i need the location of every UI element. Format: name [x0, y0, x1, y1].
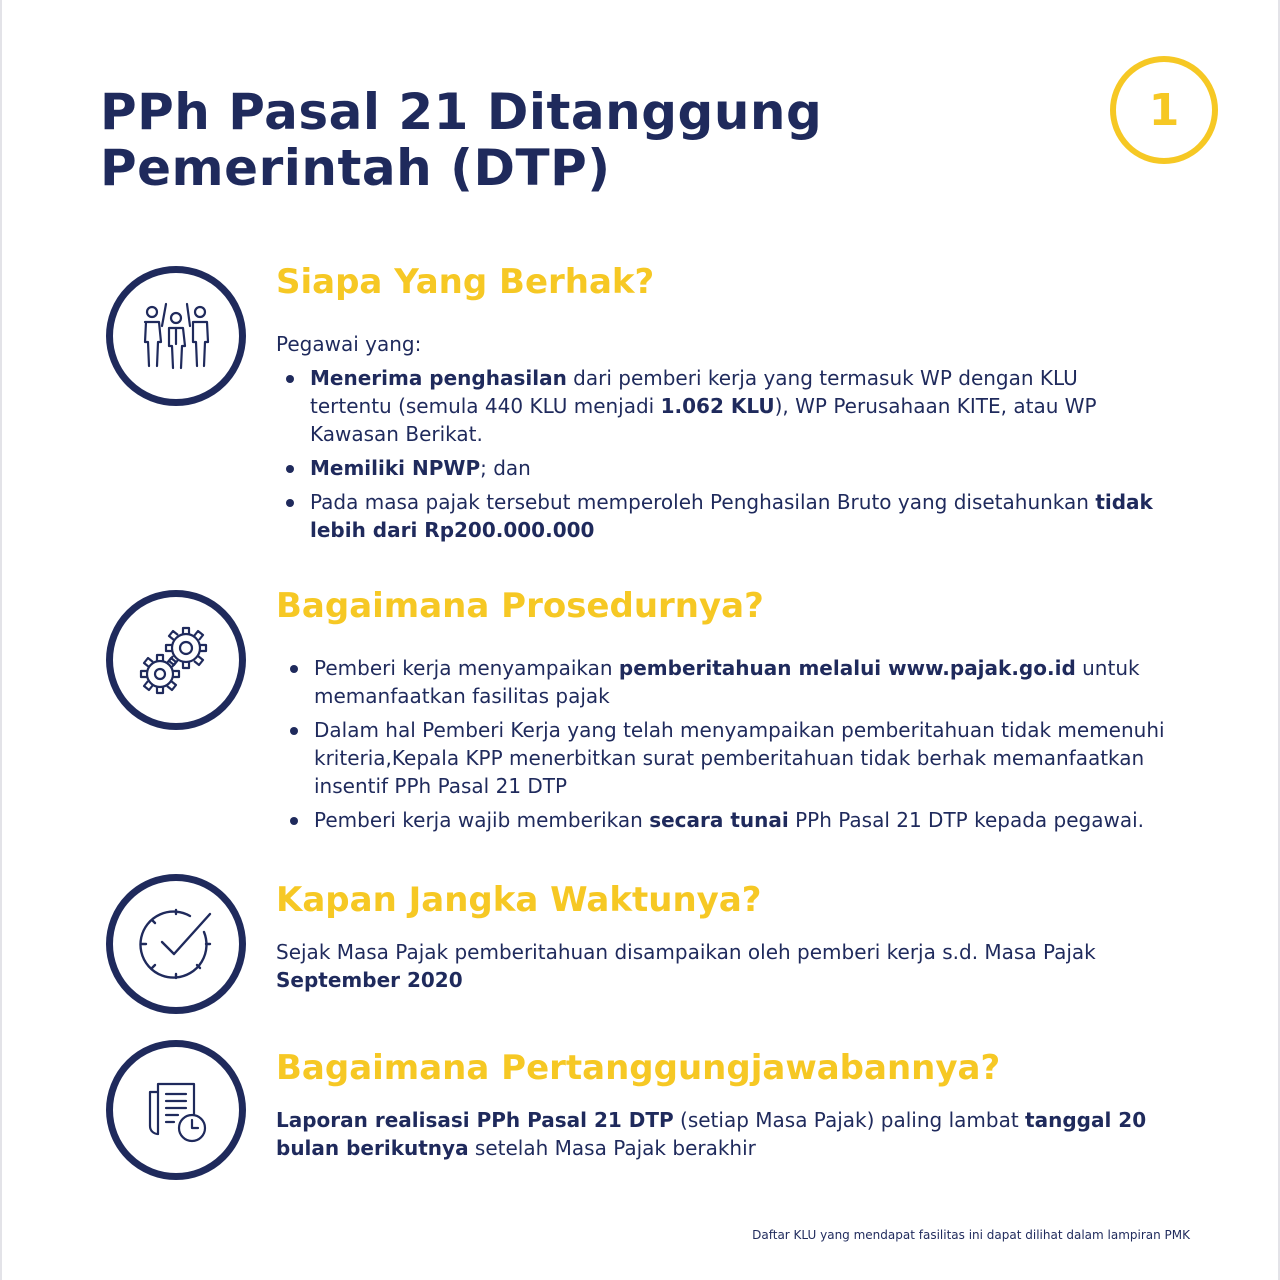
section-heading-who: Siapa Yang Berhak? — [276, 262, 655, 302]
page-title: PPh Pasal 21 Ditanggung Pemerintah (DTP) — [100, 83, 823, 197]
list-item: Pemberi kerja menyampaikan pemberitahuan melalui www.pajak.go.id untuk memanfaatkan fasilitas pajak — [290, 654, 1170, 710]
page-number-badge: 1 — [1110, 56, 1218, 164]
procedure-list — [290, 654, 1170, 840]
list-item: Pemberi kerja wajib memberikan secara tunai PPh Pasal 21 DTP kepada pegawai. — [290, 806, 1170, 834]
reporting-text: Laporan realisasi PPh Pasal 21 DTP (setiap Masa Pajak) paling lambat tanggal 20 bulan berikutnya setelah Masa Pajak berakhir — [276, 1108, 1147, 1160]
gears-icon — [106, 590, 246, 730]
section-heading-accountability: Bagaimana Pertanggungjawabannya? — [276, 1048, 1001, 1088]
footnote: Daftar KLU yang mendapat fasilitas ini dapat dilihat dalam lampiran PMK — [752, 1228, 1190, 1242]
period-text: Sejak Masa Pajak pemberitahuan disampaikan oleh pemberi kerja s.d. Masa Pajak September 2020 — [276, 940, 1096, 992]
section-heading-procedure: Bagaimana Prosedurnya? — [276, 586, 764, 626]
section-heading-when: Kapan Jangka Waktunya? — [276, 880, 762, 920]
list-item: Memiliki NPWP; dan — [286, 454, 1156, 482]
section-intro: Pegawai yang: — [276, 332, 422, 356]
list-item: Pada masa pajak tersebut memperoleh Penghasilan Bruto yang disetahunkan tidak lebih dari Rp200.000.000 — [286, 488, 1156, 544]
eligibility-list — [286, 364, 1156, 550]
list-item: Dalam hal Pemberi Kerja yang telah menyampaikan pemberitahuan tidak memenuhi kriteria,Kepala KPP menerbitkan surat pemberitahuan tidak berhak memanfaatkan insentif PPh Pasal 21 DTP — [290, 716, 1170, 800]
document-clock-icon — [106, 1040, 246, 1180]
people-icon — [106, 266, 246, 406]
list-item: Menerima penghasilan dari pemberi kerja yang termasuk WP dengan KLU tertentu (semula 440 KLU menjadi 1.062 KLU), WP Perusahaan KITE, atau WP Kawasan Berikat. — [286, 364, 1156, 448]
clock-icon — [106, 874, 246, 1014]
